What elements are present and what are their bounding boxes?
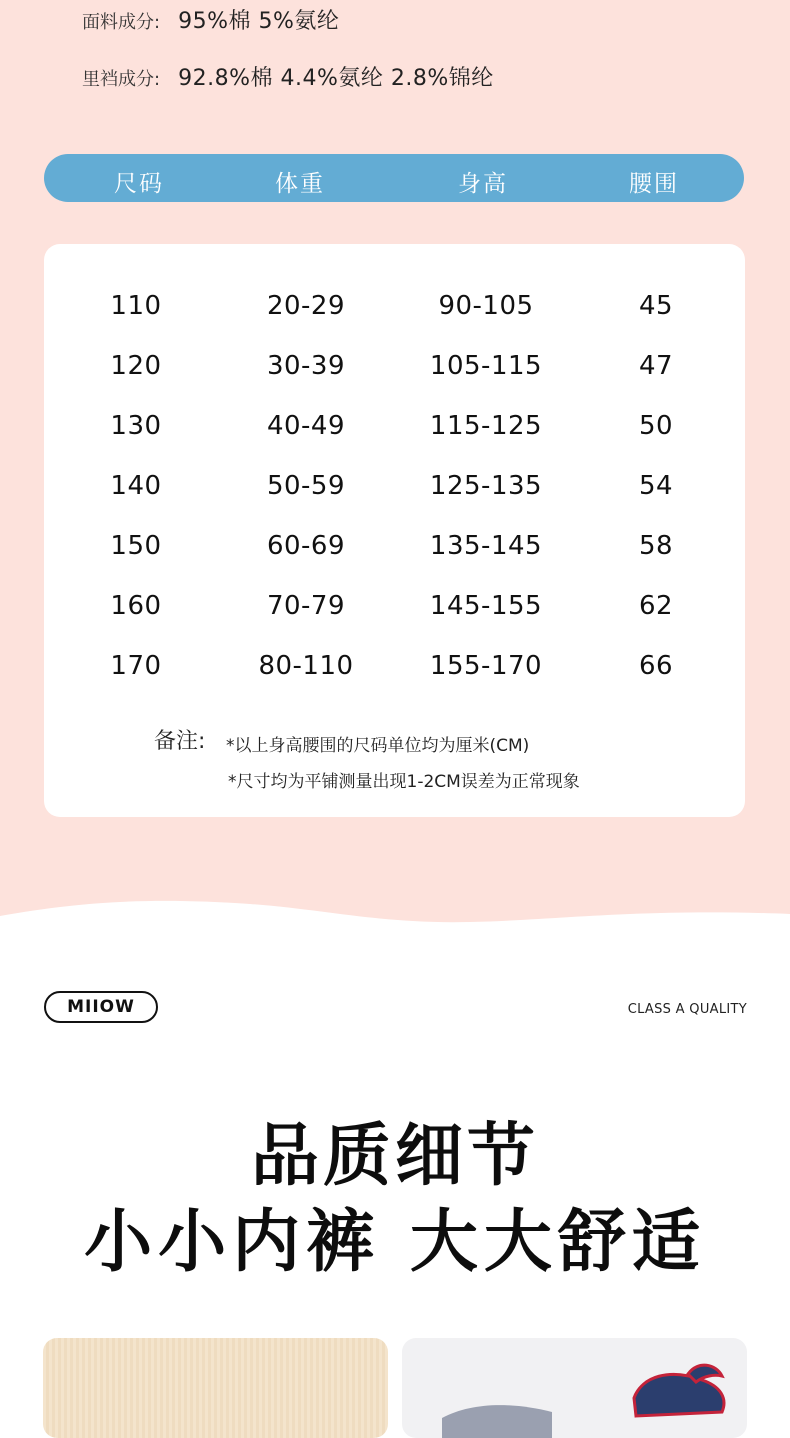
cell-size: 170	[110, 651, 162, 681]
note-line-1: *以上身高腰围的尺码单位均为厘米(CM)	[226, 736, 530, 756]
cell-waist: 50	[638, 411, 674, 441]
cell-height: 145-155	[429, 591, 543, 621]
cell-waist: 47	[638, 351, 674, 381]
cell-waist: 66	[638, 651, 674, 681]
size-table-header	[44, 154, 744, 202]
fabric-label: 面料成分:	[82, 12, 161, 33]
crotch-composition	[82, 61, 494, 92]
wave-divider	[0, 880, 790, 950]
cell-waist: 45	[638, 291, 674, 321]
fabric-detail-photo	[43, 1338, 388, 1438]
cell-weight: 40-49	[266, 411, 346, 441]
header-height: 身高	[458, 171, 508, 197]
cell-size: 110	[110, 291, 162, 321]
cell-size: 120	[110, 351, 162, 381]
crotch-label: 里裆成分:	[82, 69, 161, 90]
cell-weight: 20-29	[266, 291, 346, 321]
header-waist: 腰围	[629, 171, 679, 197]
cell-size: 130	[110, 411, 162, 441]
cell-size: 150	[110, 531, 162, 561]
cell-size: 140	[110, 471, 162, 501]
headline-line-1: 品质细节	[250, 1117, 539, 1196]
brand-logo: MIIOW	[44, 991, 158, 1023]
crotch-value: 92.8%棉 4.4%氨纶 2.8%锦纶	[178, 66, 494, 91]
cell-waist: 58	[638, 531, 674, 561]
cell-height: 155-170	[429, 651, 543, 681]
cell-size: 160	[110, 591, 162, 621]
cell-height: 105-115	[429, 351, 543, 381]
cell-height: 125-135	[429, 471, 543, 501]
quality-tag: CLASS A QUALITY	[627, 1002, 747, 1017]
cell-weight: 50-59	[266, 471, 346, 501]
cell-weight: 30-39	[266, 351, 346, 381]
headline-line-2: 小小内裤 大大舒适	[84, 1203, 706, 1282]
header-weight: 体重	[275, 171, 325, 197]
print-detail-photo	[402, 1338, 747, 1438]
note-line-2: *尺寸均为平铺测量出现1-2CM误差为正常现象	[228, 772, 580, 792]
fabric-composition	[82, 4, 339, 35]
header-size: 尺码	[114, 171, 164, 197]
cell-height: 90-105	[438, 291, 534, 321]
cell-weight: 60-69	[266, 531, 346, 561]
cell-waist: 62	[638, 591, 674, 621]
whale-print-icon	[402, 1338, 747, 1438]
note-label: 备注:	[154, 729, 206, 754]
cell-height: 115-125	[429, 411, 543, 441]
cell-waist: 54	[638, 471, 674, 501]
cell-height: 135-145	[429, 531, 543, 561]
cell-weight: 80-110	[258, 651, 354, 681]
fabric-value: 95%棉 5%氨纶	[178, 9, 340, 34]
cell-weight: 70-79	[266, 591, 346, 621]
